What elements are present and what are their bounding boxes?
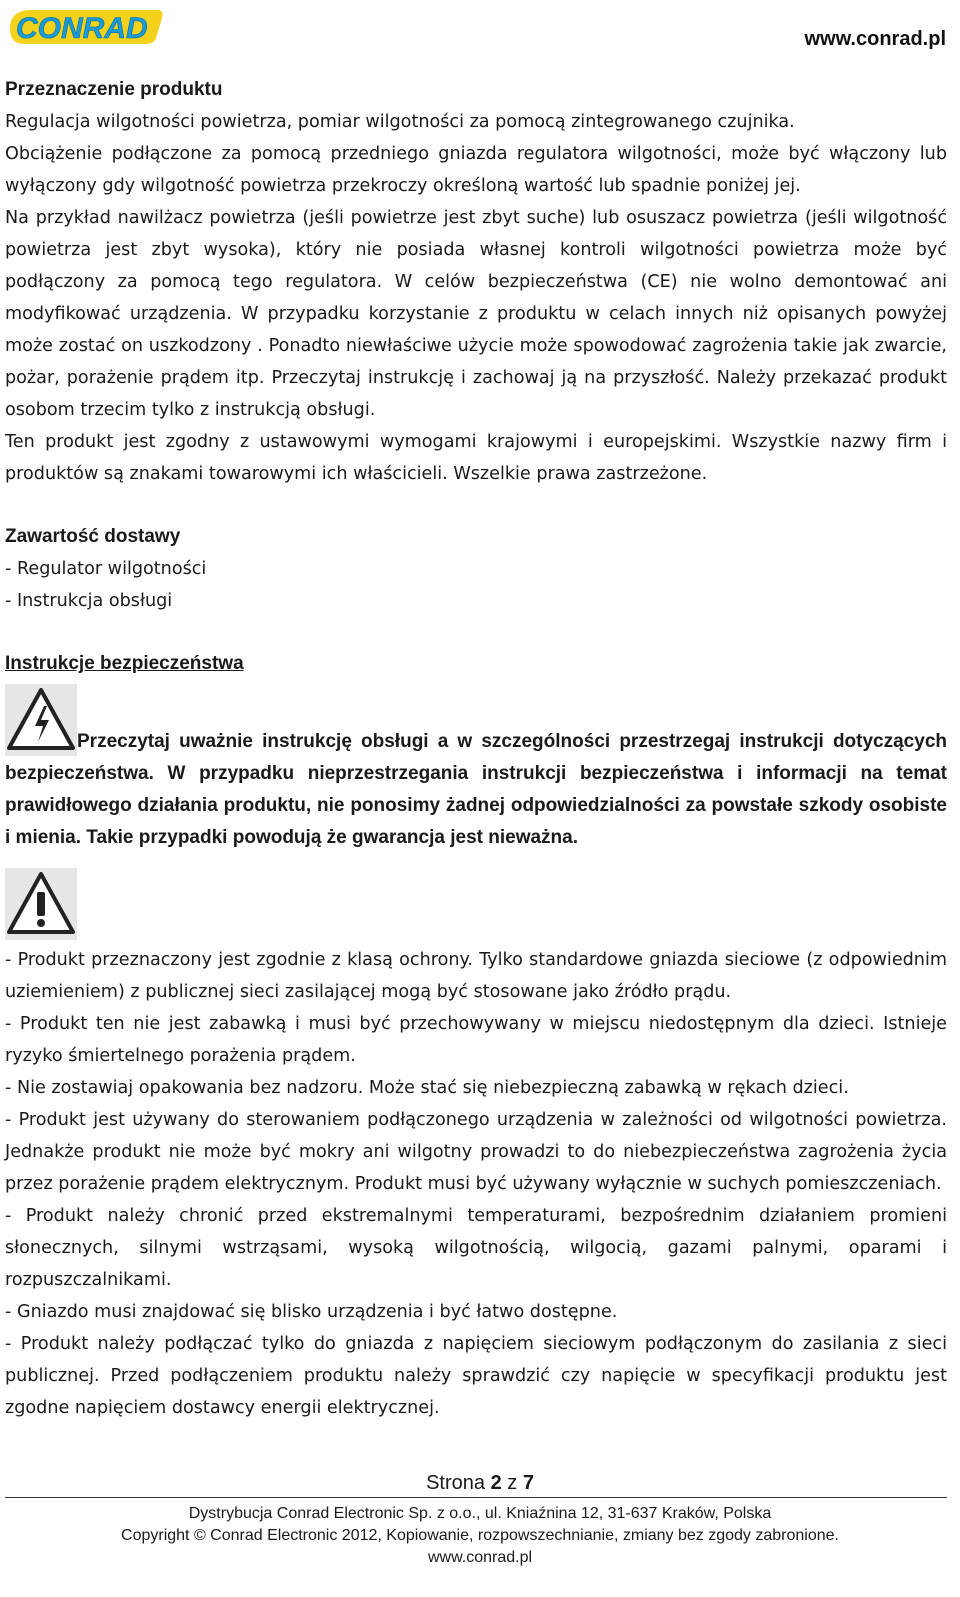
footer-info [0,1503,960,1569]
page-sep: z [507,1472,518,1494]
purpose-line-1: Regulacja wilgotności powietrza, pomiar wilgotności za pomocą zintegrowanego czujnika. [5,112,795,132]
footer-copyright: Copyright © Conrad Electronic 2012, Kopiowanie, rozpowszechnianie, zmiany bez zgody zabronione. [121,1527,839,1544]
purpose-heading: Przeznaczenie produktu [5,79,223,100]
safety-item: - Produkt należy chronić przed ekstremalnymi temperaturami, bezpośrednim działaniem promieni słonecznych, silnymi wstrząsami, wysoką wilgotnością, wilgocią, gazami palnymi, oparami i rozpuszczalnikami. [5,1206,947,1290]
page-prefix: Strona [426,1472,485,1494]
safety-item: - Produkt ten nie jest zabawką i musi być przechowywany w miejscu niedostępnym dla dzieci. Istnieje ryzyko śmiertelnego porażenia prądem. [5,1014,947,1066]
footer-distribution: Dystrybucja Conrad Electronic Sp. z o.o., ul. Kniaźnina 12, 31-637 Kraków, Polska [188,1505,772,1522]
safety-item: - Produkt należy podłączać tylko do gniazda z napięciem sieciowym podłączonym do zasilania z sieci publicznej. Przed podłączeniem produktu należy sprawdzić czy napięcie w specyfikacji produktu jest zgodne napięciem dostawcy energii elektrycznej. [5,1334,947,1418]
conrad-logo [6,4,166,46]
delivery-heading: Zawartość dostawy [5,526,181,547]
purpose-line-4: Ten produkt jest zgodny z ustawowymi wymogami krajowymi i europejskimi. Wszystkie nazwy firm i produktów są znakami towarowymi ich właścicieli. Wszelkie prawa zastrzeżone. [5,432,947,484]
safety-item: - Nie zostawiaj opakowania bez nadzoru. Może stać się niebezpieczną zabawką w rękach dzieci. [5,1078,849,1098]
safety-heading: Instrukcje bezpieczeństwa [5,653,244,674]
electric-warning-text: Przeczytaj uważnie instrukcję obsługi a w szczególności przestrzegaj instrukcji dotyczących bezpieczeństwa. W przypadku nieprzestrzegania instrukcji bezpieczeństwa i informacji na temat prawidłowego działania produktu, nie ponosimy żadnej odpowiedzialności za powstałe szkody osobiste i mienia. Takie przypadki powodują że gwarancja jest nieważna. [5,731,947,848]
safety-item: - Gniazdo musi znajdować się blisko urządzenia i być łatwo dostępne. [5,1302,618,1322]
document-body [5,74,947,1424]
safety-item: - Produkt przeznaczony jest zgodnie z klasą ochrony. Tylko standardowe gniazda sieciowe (z odpowiednim uziemieniem) z publicznej sieci zasilającej mogą być stosowane jako źródło prądu. [5,950,947,1002]
delivery-item: - Regulator wilgotności [5,559,207,579]
general-warning-icon [5,868,77,940]
purpose-line-2: Obciążenie podłączone za pomocą przedniego gniazda regulatora wilgotności, może być włączony lub wyłączony gdy wilgotność powietrza przekroczy określoną wartość lub spadnie poniżej jej. [5,144,947,196]
safety-item: - Produkt jest używany do sterowaniem podłączonego urządzenia w zależności od wilgotności powietrza. Jednakże produkt nie może być mokry ani wilgotny prowadzi to do niebezpieczeństwa zagrożenia życia przez porażenie prądem elektrycznym. Produkt musi być używany wyłącznie w suchych pomieszczeniach. [5,1110,947,1194]
logo-wordmark: CONRAD [16,12,148,45]
page-current: 2 [490,1472,502,1494]
footer-divider [5,1497,947,1498]
delivery-item: - Instrukcja obsługi [5,591,173,611]
footer-site: www.conrad.pl [427,1549,533,1566]
header-site-url: www.conrad.pl [804,28,946,50]
purpose-line-3: Na przykład nawilżacz powietrza (jeśli powietrze jest zbyt suche) lub osuszacz powietrza (jeśli wilgotność powietrza jest zbyt wysoka), który nie posiada własnej kontroli wilgotności powietrza może być podłączony za pomocą tego regulatora. W celów bezpieczeństwa (CE) nie wolno demontować ani modyfikować urządzenia. W przypadku korzystanie z produktu w celach innych niż opisanych powyżej może zostać on uszkodzony . Ponadto niewłaściwe użycie może spowodować zagrożenia takie jak zwarcie, pożar, porażenie prądem itp. Przeczytaj instrukcję i zachowaj ją na przyszłość. Należy przekazać produkt osobom trzecim tylko z instrukcją obsługi. [5,208,947,420]
page-total: 7 [522,1472,534,1494]
electric-hazard-icon [5,684,77,756]
electric-warning-block [5,680,947,854]
page-number [0,1470,960,1496]
